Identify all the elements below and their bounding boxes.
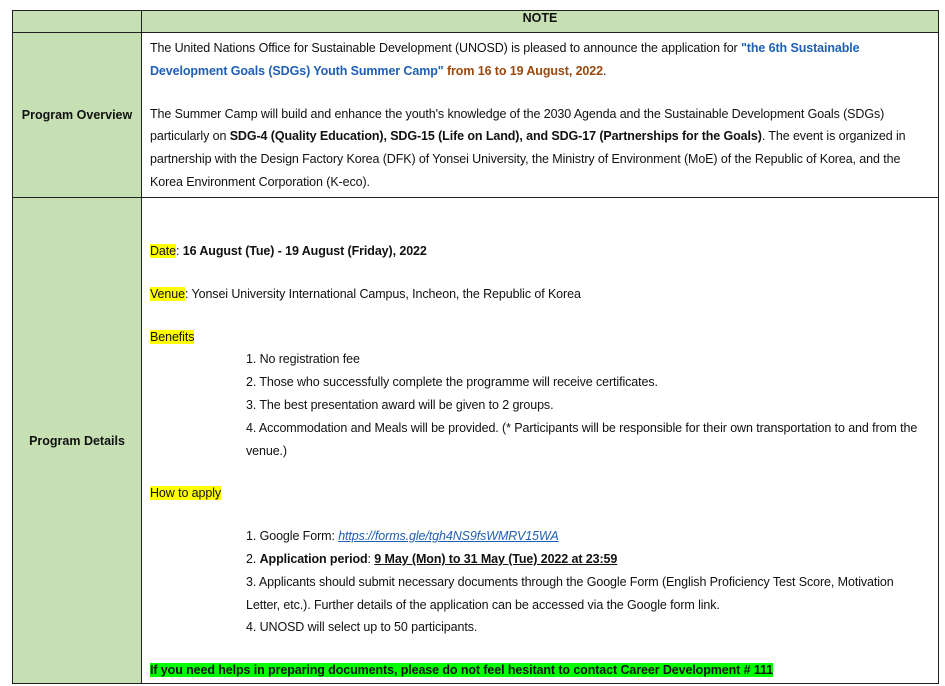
header-row — [13, 11, 939, 33]
details-content — [142, 198, 939, 684]
apply-item-google-form — [246, 525, 930, 548]
benefit-item: 2. Those who successfully complete the programme will receive certificates. — [246, 375, 658, 390]
benefit-item: 3. The best presentation award will be given to 2 groups. — [246, 397, 554, 412]
apply-item-selection: 4. UNOSD will select up to 50 participants. — [246, 620, 478, 635]
overview-p2-prefix: The Summer Camp will build and enhance the youth's knowledge of the 2030 Agenda and the Sustainable Development Goals (SDGs) particularly on — [150, 106, 885, 144]
contact-line — [150, 659, 930, 682]
benefit-item: 4. Accommodation and Meals will be provided. (* Participants will be responsible for their own transportation to and from the venue.) — [246, 420, 918, 458]
benefits-label: Benefits — [150, 329, 195, 344]
date-line: Date: 16 August (Tue) - 19 August (Friday), 2022 — [150, 244, 427, 258]
spacer — [150, 83, 930, 103]
overview-p1-prefix: The United Nations Office for Sustainable Development (UNOSD) is pleased to announce the application for — [150, 41, 741, 55]
application-period-label: Application period — [259, 551, 368, 566]
apply-label: How to apply — [150, 486, 222, 501]
overview-p1-end: . — [602, 63, 607, 78]
date-label: Date — [150, 244, 177, 258]
apply-1-prefix: 1. Google Form: — [246, 529, 339, 544]
overview-label: Program Overview — [13, 33, 142, 198]
benefit-item: 1. No registration fee — [246, 352, 360, 367]
camp-title: "the 6th Sustainable Development Goals (SDGs) Youth Summer Camp" — [150, 41, 860, 78]
overview-content — [142, 33, 939, 198]
spacer — [150, 306, 930, 326]
apply-item-documents: 3. Applicants should submit necessary documents through the Google Form (English Proficiency Test Score, Motivation Letter, etc.). Further details of the application can be accessed via the Google form link. — [246, 574, 894, 612]
apply-heading-line — [150, 482, 930, 505]
header-note: NOTE — [142, 11, 939, 33]
overview-row — [13, 33, 939, 198]
spacer — [150, 462, 930, 482]
venue-value: Yonsei University International Campus, Incheon, the Republic of Korea — [191, 286, 581, 301]
sdg-list: SDG-4 (Quality Education), SDG-15 (Life on Land), and SDG-17 (Partnerships for the Goals) — [229, 129, 762, 144]
apply-list — [150, 525, 930, 639]
overview-p2-rest: . The event is organized in partnership with the Design Factory Korea (DFK) of Yonsei University, the Ministry of Environment (MoE) of the Republic of Korea, and the Korea Environment Corporation (K-eco). — [150, 129, 906, 189]
venue-label: Venue — [150, 286, 185, 301]
details-row — [13, 198, 939, 684]
venue-line: Venue: Yonsei University International Campus, Incheon, the Republic of Korea — [150, 286, 581, 301]
overview-paragraph-1 — [150, 37, 930, 83]
benefits-heading-line — [150, 326, 930, 349]
camp-dates: from 16 to 19 August, 2022 — [443, 63, 603, 78]
details-label: Program Details — [13, 198, 142, 684]
apply-2-colon: : — [367, 551, 375, 566]
spacer — [150, 202, 930, 240]
spacer — [150, 263, 930, 283]
date-value: 16 August (Tue) - 19 August (Friday), 2022 — [182, 244, 427, 258]
overview-paragraph-2 — [150, 103, 930, 194]
apply-2-prefix: 2. — [246, 551, 260, 566]
application-period-value: 9 May (Mon) to 31 May (Tue) 2022 at 23:59 — [374, 551, 618, 566]
contact-note: If you need helps in preparing documents, please do not feel hesitant to contact Career Development # 111 — [150, 663, 773, 678]
spacer — [150, 639, 930, 659]
spacer — [150, 505, 930, 525]
header-empty-cell — [13, 11, 142, 33]
notice-table — [12, 10, 939, 684]
apply-item-period — [246, 548, 930, 571]
google-form-link[interactable]: https://forms.gle/tgh4NS9fsWMRV15WA — [338, 529, 559, 544]
benefits-list — [150, 348, 930, 462]
